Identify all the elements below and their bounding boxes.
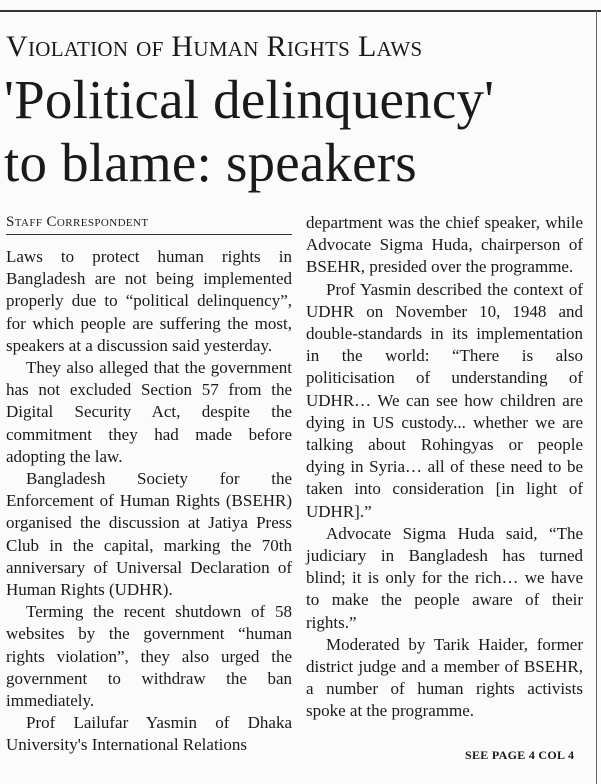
article-column-1 [6, 246, 292, 757]
paragraph: Prof Lailufar Yasmin of Dhaka University's International Relations [6, 713, 292, 755]
byline-rule [6, 234, 292, 235]
paragraph: Prof Yasmin described the context of UDHR on November 10, 1948 and double-standards in its implementation in the world: “There is also politicisation of understanding of UDHR… We can see how children are dying in US custody... whether we are talking about Rohingyas or people dying in Syria… all of these need to be taken into consideration [in light of UDHR].” [306, 279, 583, 521]
paragraph: Bangladesh Society for the Enforcement of Human Rights (BSEHR) organised the discussion at Jatiya Press Club in the capital, marking the 70th anniversary of Universal Declaration of Human Rights (UDHR). [6, 469, 292, 600]
headline [4, 68, 494, 194]
article-column-2 [306, 212, 583, 723]
jump-line: SEE PAGE 4 COL 4 [465, 748, 575, 762]
top-border-rule [0, 10, 601, 12]
paragraph: Terming the recent shutdown of 58 websites by the government “human rights violation”, they also urged the government to withdraw the ban immediately. [6, 602, 292, 711]
headline-line-2: to blame: speakers [4, 132, 417, 193]
paragraph: Moderated by Tarik Haider, former district judge and a member of BSEHR, a number of human rights activists spoke at the programme. [306, 634, 583, 721]
headline-line-1: 'Political delinquency' [4, 69, 495, 130]
paragraph: Laws to protect human rights in Bangladesh are not being implemented properly due to “political delinquency”, for which people are suffering the most, speakers at a discussion said yesterday. [6, 247, 292, 355]
paragraph: Advocate Sigma Huda said, “The judiciary in Bangladesh has turned blind; it is only for the rich… we have to make the people aware of their rights.” [306, 523, 583, 632]
paragraph: department was the chief speaker, while Advocate Sigma Huda, chairperson of BSEHR, presided over the programme. [306, 213, 583, 277]
right-border-rule [596, 10, 597, 784]
paragraph: They also alleged that the government has not excluded Section 57 from the Digital Security Act, despite the commitment they had made before adopting the law. [6, 358, 292, 466]
byline: Staff Correspondent [6, 214, 149, 230]
kicker-heading: Violation of Human Rights Laws [6, 30, 423, 63]
